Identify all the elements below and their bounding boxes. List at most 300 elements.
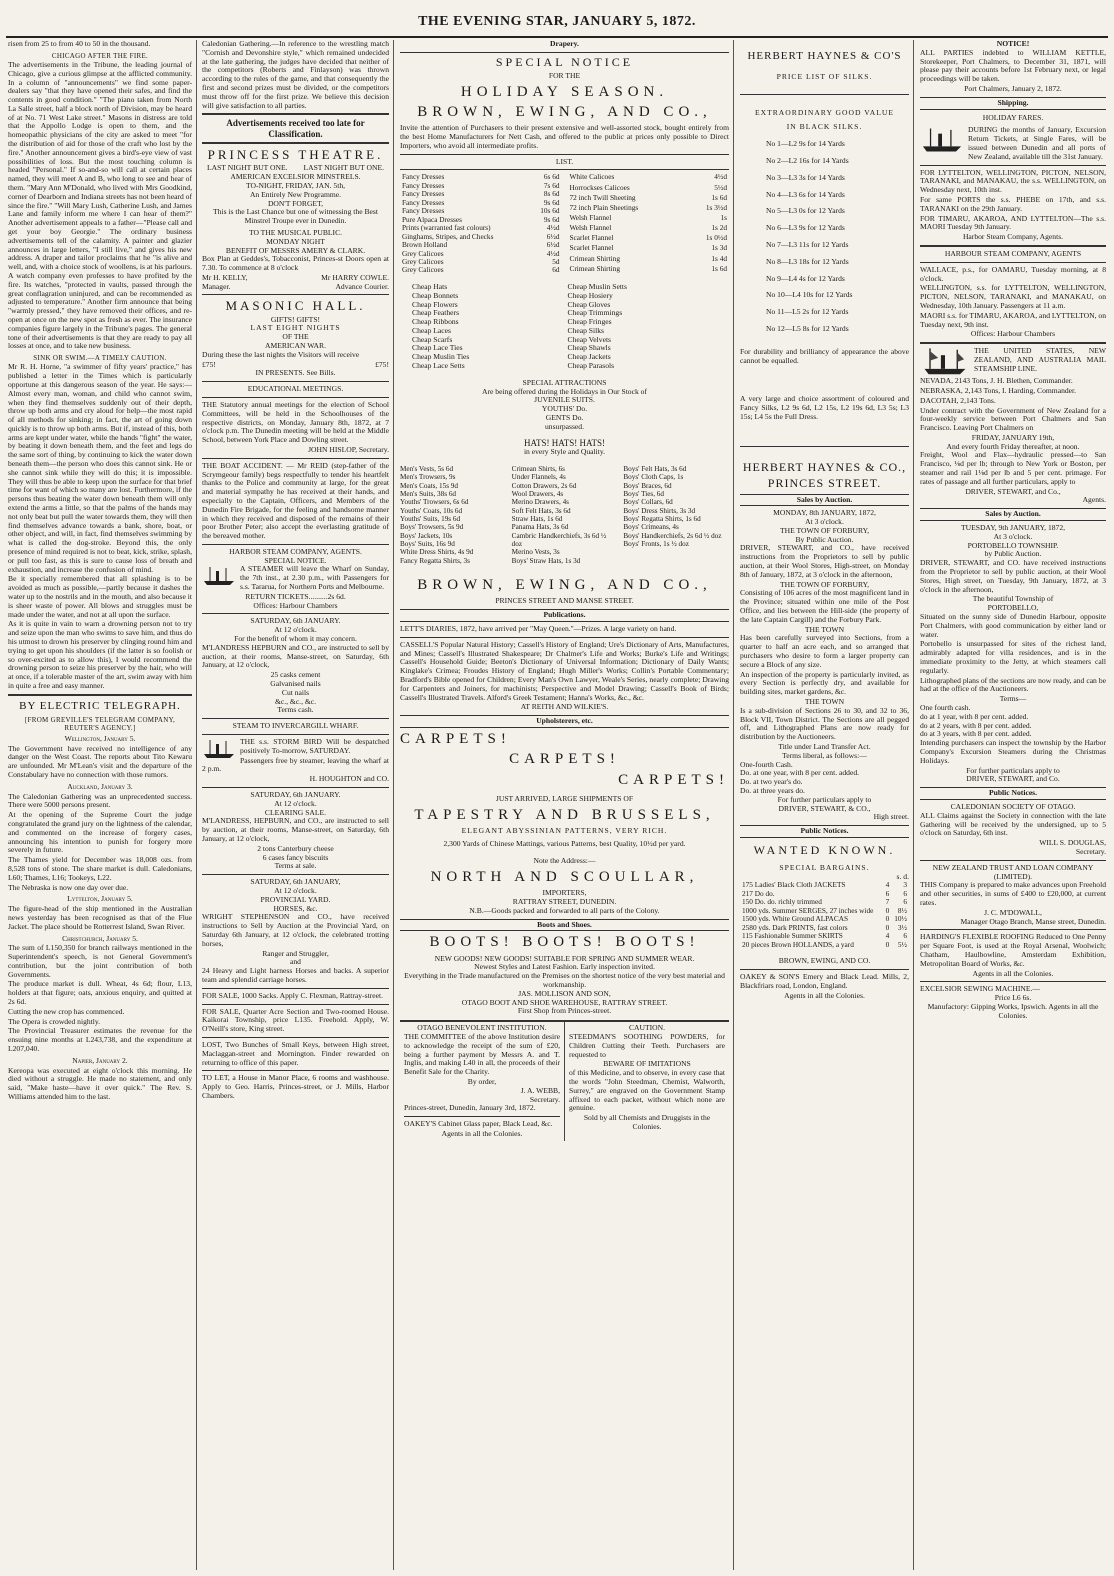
ad-text: SATURDAY, 6th JANUARY, <box>250 877 341 887</box>
dateline: Auckland, January 3. <box>67 781 133 791</box>
price-row: Crimean Shirting 1s 6d <box>569 263 727 273</box>
ad-text: At 12 o'clock. <box>274 798 317 808</box>
divider <box>202 381 389 382</box>
auction-text: High street. <box>873 812 909 822</box>
auction-paragraph: DRIVER, STEWART, and CO. have received instructions from the Proprietor to sell by public auction, at their Wool Stores, High street, on Tuesday, 9th January, 1872, at 3 o'clock in the afternoon, <box>920 558 1106 594</box>
cheap-item: Cheap Jackets <box>567 352 611 362</box>
ad-paragraph: OAKEY'S Cabinet Glass paper, Black Lead, &c. <box>404 1119 553 1129</box>
clothing-item: Boys' Collars, 6d <box>623 498 673 507</box>
auction-text: do at 2 years, with 8 per cent. added. <box>920 720 1032 730</box>
ad-text: and <box>290 957 301 967</box>
masonic-text: OF THE <box>282 332 309 342</box>
section-heading: Drapery. <box>550 40 579 48</box>
ad-heading: NEW ZEALAND TRUST AND LOAN COMPANY (LIMITED). <box>932 862 1094 881</box>
ad-text: DACOTAH, 2,143 Tons. <box>920 395 996 405</box>
clothing-item: Cotton Drawers, 2s 6d <box>511 481 577 490</box>
bargain-row: 217 Do do. 6 6 <box>742 888 907 898</box>
clothing-item: Soft Felt Hats, 3s 6d <box>511 506 571 515</box>
ad-paragraph: WALLACE, p.s., for OAMARU, Tuesday morning, at 8 o'clock. <box>920 264 1106 283</box>
cheap-item: Cheap Trimmings <box>567 308 623 318</box>
ad-paragraph: THE COMMITTEE of the above Institution desire to acknowledge the receipt of the sum of £20, being a further payment by Messrs A. and T. Inglis, and making L40 in all, the proceeds of their Benefit Sale for the Charity. <box>404 1032 560 1077</box>
divider <box>920 245 1106 247</box>
price-row: Fancy Dresses 8s 6d <box>402 189 560 199</box>
divider <box>202 294 389 295</box>
silk-price-list <box>740 140 909 334</box>
divider <box>920 165 1106 166</box>
clothing-item: Boys' Suits, 16s 9d <box>400 539 455 548</box>
attractions-text: GENTS Do. <box>545 413 584 423</box>
cheap-item: Cheap Scarfs <box>412 334 453 344</box>
price-row: Fancy Dresses 9s 6d <box>402 197 560 207</box>
dateline: Napier, January 2. <box>72 1055 128 1065</box>
carpets-text: Note the Address:— <box>533 855 596 865</box>
price-table <box>568 173 730 274</box>
bargain-row: 2580 yds. Dark PRINTS, fast colors 0 3½ <box>742 922 907 932</box>
attractions-text: unsurpassed. <box>544 421 585 431</box>
ad-text: By order, <box>467 1077 497 1087</box>
telegram-paragraph: The Provincial Treasurer estimates the revenue for the ensuing nine months at L243,738, and the expenditure at L207,040. <box>8 1026 192 1054</box>
steamer-icon <box>202 565 236 587</box>
clothing-list <box>400 465 729 565</box>
ad-paragraph: WRIGHT STEPHENSON and CO., have received instructions to Sell by Auction at the Provincial Yard, on Saturday 6th January, at 12 o'clock, the celebrated trotting horses, <box>202 912 389 948</box>
divider <box>202 544 389 545</box>
clothing-item: Crimean Shirts, 6s <box>511 464 565 473</box>
divider <box>202 988 389 989</box>
auction-paragraph: Lithographed plans of the sections are now ready, and can be had at the office of the Auctioneers. <box>920 675 1106 694</box>
educational-heading: EDUCATIONAL MEETINGS. <box>247 384 344 394</box>
carpets-text: 2,300 Yards of Chinese Mattings, various Patterns, best Quality, 10½d per yard. <box>443 839 686 849</box>
auction-paragraph: Has been carefully surveyed into Sections, from a quarter to half an acre each, and so arranged that purchasers who desire to form a larger property can secure a Block of any size. <box>740 633 909 669</box>
price-row: Fancy Dresses 10s 6d <box>402 206 560 216</box>
bargains-table <box>740 881 909 949</box>
auction-text: For further particulars apply to <box>966 765 1060 775</box>
section-heading: Upholsterers, etc. <box>400 715 729 728</box>
ad-paragraph: FOR SALE, Quarter Acre Section and Two-roomed House. Kaikorai Township, price L135. Freehold. Apply, W. O'Neill's store, King street. <box>202 1006 389 1034</box>
ad-paragraph: M'LANDRESS HEPBURN and CO., are instructed to sell by auction, at their rooms, Manse-street, on Saturday, 6th January, at 12 o'clock, <box>202 642 389 670</box>
auction-text: Do. at two year's do. <box>740 777 803 787</box>
firm-text: N.B.—Goods packed and forwarded to all parts of the Colony. <box>469 905 660 915</box>
firm-name: BROWN, EWING, AND CO., <box>417 103 712 120</box>
bargains-units: s. d. <box>896 871 909 881</box>
theatre-text: Advance Courier. <box>335 281 389 291</box>
telegram-paragraph: The Nebraska is now one day over due. <box>8 882 129 892</box>
ad-text: &c., &c., &c. <box>274 696 317 706</box>
divider <box>740 94 909 95</box>
price-row: Fancy Dresses 7s 6d <box>402 180 560 190</box>
masonic-title: MASONIC HALL. <box>225 298 366 314</box>
hats-text: in every Style and Quality. <box>523 447 606 457</box>
cheap-item: Cheap Silks <box>567 325 604 335</box>
section-heading: Publications. <box>400 609 729 622</box>
ad-text: Agents in all the Colonies. <box>972 968 1054 978</box>
ad-signature: WILL S. DOUGLAS, <box>1039 838 1106 848</box>
ad-heading: HARBOUR STEAM COMPANY, AGENTS <box>944 248 1082 258</box>
auction-paragraph: An inspection of the property is particularly invited, as every Section is perfectly dry, and available for building sites, market gardens, &c. <box>740 669 909 697</box>
price-row: Ginghams, Stripes, and Checks 6½d <box>402 231 560 241</box>
auction-signature: DRIVER, STEWART, and Co. <box>966 774 1060 784</box>
divider <box>202 142 389 144</box>
ad-heading: HARBOR STEAM COMPANY, AGENTS. <box>229 546 362 556</box>
carpets-text: ELEGANT ABYSSINIAN PATTERNS, VERY RICH. <box>461 826 668 836</box>
telegram-paragraph: The Government have received no intelligence of any danger on the West Coast. The reports about Tito Kewaru are unfounded. Mr M'Lean's visit and the departure of the Constabulary have no connection with those rumors. <box>8 743 192 779</box>
late-ads-heading: Advertisements received too late for Classification. <box>226 118 365 139</box>
bargain-row: 115 Fashionable Summer SKIRTS 4 6 <box>742 931 907 941</box>
firm-name: HERBERT HAYNES & CO'S <box>747 50 902 62</box>
divider <box>404 1116 560 1117</box>
clothing-item: Merino Vests, 3s <box>511 548 560 557</box>
wanted-title: WANTED KNOWN. <box>753 842 896 857</box>
article-paragraph: Be it specially remembered that all splashing is to be avoided as much as possible,—partly because it dashes the water up to the nostrils and in the mouth, and also because it is sheer waste of power. All blows and struggles must be made under the water, and not at all upon the surface. <box>8 574 192 619</box>
ad-paragraph: HARDING'S FLEXIBLE ROOFING Reduced to One Penny per Square Foot, is used at the Royal Arsenal, Woolwich; Chatham, Haulbowline, Amsterdam Exhibition, Metropolitan Board of Works, &c. <box>920 932 1106 968</box>
auction-heading: PORTOBELLO, <box>987 603 1039 613</box>
section-heading: Public Notices. <box>740 825 909 838</box>
cheap-item: Cheap Hats <box>412 281 448 291</box>
ad-paragraph: 24 Heavy and Light harness Horses and backs. A superior team and splendid carriage horses. <box>202 966 389 984</box>
ad-paragraph: TO LET, a House in Manor Place, 6 rooms and washhouse. Apply to Geo. Harris, Princes-street, or J. Mills, Harbor Chambers. <box>202 1073 389 1100</box>
divider <box>202 613 389 614</box>
auction-paragraph: Intending purchasers can inspect the township by the Harbor Company's Excursion Steamers during the Christmas Holidays. <box>920 738 1106 765</box>
ad-text: Ranger and Struggler, <box>262 948 329 958</box>
auction-paragraph: Consisting of 106 acres of the most magnificent land in the Province; situated within one mile of the Post Office, and lies between the Hill-side (the property of the late Captain Cargill) and the Forbury Park. <box>740 588 909 624</box>
telegram-paragraph: At the opening of the Supreme Court the judge congratulated the grand jury on the lightness of the calendar, and commented on the increase of forgery cases, announcing his intention to punish for forgery more severely in future. <box>8 810 192 855</box>
price-row: 72 inch Twill Sheeting 1s 6d <box>569 192 727 202</box>
masonic-text: LAST EIGHT NIGHTS <box>250 323 341 333</box>
ad-text: Terms at sale. <box>274 861 317 871</box>
clothing-item: Boys' Fronts, 1s ½ doz <box>623 539 689 548</box>
auction-text: Do. at three years do. <box>740 786 805 795</box>
column-divider <box>733 40 734 1570</box>
divider <box>202 1004 389 1005</box>
ad-text: Harbor Steam Company, Agents. <box>962 232 1064 242</box>
cheap-list <box>412 283 717 371</box>
auction-paragraph: Situated on the sunny side of Dunedin Harbour, opposite Port Chalmers, with good communication by either land or water. <box>920 612 1106 639</box>
ad-paragraph: THE BOAT ACCIDENT. — Mr REID (step-father of the Scrymgeour family) begs respectfully to tender his heartfelt thanks to the Police and community at large, for the great and material sympathy he has received at their hands, and especially to the Captain, Officers, and Members of the Dunedin Fire Brigade, for the feeling and handsome manner in which they received and disposed of the remains of their poor Brother Peter; also accept the everlasting gratitude of the bereaved mother. <box>202 460 389 541</box>
clothing-item: Boys' Jackets, 10s <box>400 531 453 540</box>
silk-price-item: No 9—L4 4s for 12 Yards <box>766 273 845 283</box>
auction-text: Terms— <box>999 694 1027 704</box>
ad-text: Agents. <box>1082 495 1106 505</box>
ad-text: AT REITH AND WILKIE'S. <box>520 702 609 712</box>
ad-text: 2 tons Canterbury cheese <box>257 843 334 853</box>
theatre-title: PRINCESS THEATRE. <box>207 147 384 163</box>
column-drapery <box>396 40 733 1570</box>
ad-text: For the benefit of whom it may concern. <box>234 634 357 644</box>
auction-heading: THE TOWN OF FORBURY, <box>779 525 870 535</box>
clothing-item: Men's Suits, 38s 6d <box>400 489 457 498</box>
ad-text: Offices: Harbour Chambers <box>253 600 338 610</box>
cheap-item: Cheap Shawls <box>567 343 611 353</box>
ad-text: NEVADA, 2143 Tons, J. H. Blethen, Commander. <box>920 376 1073 386</box>
divider <box>400 169 729 170</box>
price-row: Crimean Shirting 1s 4d <box>569 253 727 263</box>
column-divider <box>196 40 197 1570</box>
theatre-text: DON'T FORGET, <box>267 198 324 208</box>
price-row: 72 inch Plain Sheetings 1s 3½d <box>569 202 727 212</box>
bargain-row: 1500 yds. White Ground ALPACAS 0 10½ <box>742 914 907 924</box>
column-shipping <box>916 40 1110 1570</box>
auction-paragraph: Is a sub-division of Sections 26 to 30, and 32 to 36, Block VII, Town District. The Sections are all pegged off, and Lithographed Plans are now ready for distribution by the Auctioneers. <box>740 705 909 742</box>
boots-text: NEW GOODS! NEW GOODS! SUITABLE FOR SPRING AND SUMMER WEAR. <box>434 953 695 963</box>
ad-paragraph: LETT'S DIARIES, 1872, have arrived per "May Queen."—Prizes. A large variety on hand. <box>400 624 677 633</box>
clothing-item: Men's Vests, 5s 6d <box>400 464 454 473</box>
ad-text: FRIDAY, JANUARY 19th, <box>971 432 1055 442</box>
silk-price-item: No 12—L5 8s for 12 Yards <box>766 323 849 333</box>
auction-text: By Public Auction. <box>795 534 854 544</box>
theatre-text: Mr H. KELLY, <box>202 272 248 282</box>
divider <box>202 734 389 735</box>
auction-text: Terms liberal, as follows:— <box>782 750 867 760</box>
auction-heading: THE TOWN <box>804 624 845 634</box>
column-news <box>4 40 196 1570</box>
telegram-paragraph: The sum of L150,350 for branch railways mentioned in the Superintendent's speech, is not General Government's contribution, but the joint contribution of both Governments. <box>8 943 192 979</box>
cheap-item: Cheap Laces <box>412 325 452 335</box>
notice-paragraph: Invite the attention of Purchasers to their present extensive and well-assorted stock, bought entirely from the best Home Manufacturers for Nett Cash, and offered to the public at prices only possible to Direct Importers, who avoid all intermediate profits. <box>400 123 729 150</box>
divider <box>400 637 729 638</box>
ad-text: Terms cash. <box>277 705 314 715</box>
telegram-paragraph: Kereopa was executed at eight o'clock this morning. He died without a struggle. He made no statement, and only said, "Make haste—have it over quick." The Rev. S. Williams attended him to the last. <box>8 1065 192 1102</box>
auction-text: The beautiful Township of <box>972 594 1054 604</box>
divider <box>202 874 389 875</box>
auction-text: by Public Auction. <box>984 549 1042 559</box>
column-silks <box>736 40 913 1570</box>
divider <box>202 397 389 398</box>
ad-paragraph: ALL PARTIES indebted to WILLIAM KETTLE, Storekeeper, Port Chalmers, to December 31, 1871, will please pay their accounts before 1st February next, or legal proceedings will be taken. <box>920 47 1106 84</box>
clothing-item: Boys' Dress Shirts, 3s 3d <box>623 506 696 515</box>
firm-name: HERBERT HAYNES & CO., <box>742 459 907 474</box>
clothing-item: Youths' Suits, 19s 6d <box>400 514 461 523</box>
telegram-paragraph: The Opera is crowded nightly. <box>8 1016 101 1026</box>
divider <box>202 458 389 459</box>
ad-paragraph: MAORI s.s. for TIMARU, AKAROA, and LYTTELTON, on Tuesday next, 9th inst. <box>920 310 1106 329</box>
ad-paragraph: THE s.s. STORM BIRD Will be despatched positively To-morrow, SATURDAY. <box>240 737 389 755</box>
clothing-item: Boys' Straw Hats, 1s 3d <box>511 556 581 565</box>
theatre-text: This is the Last Chance but one of witnessing the Best Minstrel Troupe ever in Dunedin. <box>213 207 378 226</box>
price-row: Welsh Flannel 1s <box>569 213 727 223</box>
clothing-item: White Dress Shirts, 4s 9d <box>400 548 474 557</box>
auction-text: One-fourth Cash. <box>740 759 793 769</box>
auction-paragraph: Portobello is unsurpassed for sites of the richest land, admirably adapted for villa residences, and is in the immediate proximity to the Jetty, at which steamers call regularly. <box>920 639 1106 675</box>
firm-name: BROWN, EWING, AND CO., <box>417 577 712 594</box>
clothing-item: Boys' Cloth Caps, 1s <box>623 473 684 482</box>
masonic-text: £75! <box>202 359 216 369</box>
ad-heading: EXCELSIOR SEWING MACHINE.— <box>920 984 1041 994</box>
ad-text: And every fourth Friday thereafter, at noon. <box>946 441 1080 451</box>
clothing-item: Boys' Crimeans, 4s <box>623 523 679 532</box>
telegraph-heading: BY ELECTRIC TELEGRAPH. <box>19 699 181 712</box>
cheap-item: Cheap Hosiery <box>567 290 613 300</box>
bargain-row: 20 pieces Brown HOLLANDS, a yard 0 5½ <box>742 939 907 949</box>
bargain-row: 175 Ladies' Black Cloth JACKETS 4 3 <box>742 880 907 890</box>
ad-text: Sold by all Chemists and Druggists in the Colonies. <box>583 1113 711 1132</box>
auction-heading: THE TOWN <box>804 697 845 707</box>
silk-price-item: No 8—L3 18s for 12 Yards <box>766 256 849 266</box>
divider <box>400 154 729 155</box>
ad-signature: J. A. WEBB, <box>520 1085 560 1095</box>
theatre-text: BENEFIT OF MESSRS AMERY & CLARK. <box>225 245 366 255</box>
attractions-heading: SPECIAL ATTRACTIONS <box>522 377 607 387</box>
masthead-rule <box>6 36 1108 38</box>
ad-paragraph: LOST, Two Bunches of Small Keys, between High street, Maclaggan-street and Mornington. Finder rewarded on returning to office of this paper. <box>202 1039 389 1067</box>
telegram-paragraph: Cutting the new crop has commenced. <box>8 1006 125 1016</box>
telegram-paragraph: The Thames yield for December was 18,008 ozs. from 8,528 tons of stone. The share market is dull. Caledonians, L60; Thames, L16; Tookeys, L22. <box>8 855 192 882</box>
ad-text: Agents in all the Colonies. <box>441 1129 523 1139</box>
telegraph-source: [FROM GREVILLE'S TELEGRAM COMPANY, REUTER'S AGENCY.] <box>24 715 176 732</box>
price-row: Grey Calicoes 5d <box>402 257 560 266</box>
ad-paragraph: WELLINGTON, s.s. for LYTTELTON, WELLINGTON, PICTON, NELSON, TARANAKI, and MANAKAU, on Wednesday, 10th January. Passengers at 11 a.m. <box>920 283 1106 310</box>
clothing-item: Boys' Regatta Shirts, 1s 6d <box>623 514 701 523</box>
ad-heading: OTAGO BENEVOLENT INSTITUTION. <box>417 1023 547 1033</box>
silk-price-item: No 3—L3 3s for 14 Yards <box>766 172 845 182</box>
cheap-item: Cheap Feathers <box>412 308 460 318</box>
article-heading: SINK OR SWIM.—A TIMELY CAUTION. <box>33 354 167 363</box>
divider <box>202 113 389 115</box>
price-row: Brown Holland 6½d <box>402 240 560 250</box>
firm-name: BROWN, EWING, AND CO. <box>778 956 871 966</box>
section-heading: Public Notices. <box>920 787 1106 800</box>
section-heading: Boots and Shoes. <box>400 919 729 932</box>
carpets-title: CARPETS! <box>509 751 620 768</box>
price-table <box>400 173 562 274</box>
article-paragraph: Mr R. H. Horne, "a swimmer of fifty years' practice," has published a letter in the Times which is particularly opportune at this dangerous season of the year. He says:—Almost every man, woman, and child who cannot swim, when they find themselves suddenly out of their depth, throw up both arms and cry aloud for help—the most rapid of all methods for sinking; in fact, the art of going down quickly is to throw up both arms. But if, instead of this, both arms are kept under water, while the hands "fight" the water, by beating it down beneath them, and the feet and legs do the same sort of thing, by continuing to kick the water down beneath them—the person who does this cannot sink. He or she cannot sink while they will do this; it is impossible. They will thus be able to keep upon the surface for that brief time for want of which so many are lost. Furthermore, if the persons thus beating the water down beneath them will only extend the arms a little, so that the palms of the hands may not only beat but pull the water towards them, they will then find themselves advance towards a bank, shore, boat, or other object, and will, in fact, find themselves swimming by what is called the dog-stroke. Beyond this, the only presence of mind required is not to beat, kick, strike, splash, or pull too fast, as this is sure to cause loss of breath and exhaustion, and increase the confusion of mind. <box>8 362 192 574</box>
divider <box>8 694 192 696</box>
boots-text: First Shop from Princes-street. <box>517 1006 612 1016</box>
cheap-item: Cheap Bonnets <box>412 290 459 300</box>
telegram-paragraph: The produce market is dull. Wheat, 4s 6d; flour, L13, holders at that figure; oats, anxious enquiry, and quitted at 2s 6d. <box>8 979 192 1007</box>
ad-paragraph: Under contract with the Government of New Zealand for a four-weekly service between Port Chalmers and San Francisco. Leaving Port Chalmers on <box>920 405 1106 433</box>
boots-text: OTAGO BOOT AND SHOE WAREHOUSE, RATTRAY STREET. <box>461 997 668 1007</box>
auction-text: Title under Land Transfer Act. <box>778 742 871 752</box>
boots-text: JAS. MOLLISON AND SON, <box>518 988 611 998</box>
clothing-item: Panama Hats, 3s 6d <box>511 523 569 532</box>
bargain-row: 1000 yds. Summer SERGES, 27 inches wide 0 8½ <box>742 905 907 915</box>
divider <box>740 446 909 447</box>
ad-paragraph: STEEDMAN'S SOOTHING POWDERS, for Children Cutting their Teeth. Purchasers are requested to <box>569 1032 725 1059</box>
ad-heading: CALEDONIAN SOCIETY OF OTAGO. <box>950 801 1076 811</box>
silk-price-item: No 10—L4 10s for 12 Yards <box>766 290 853 300</box>
auction-signature: DRIVER, STEWART, & CO., <box>778 803 871 813</box>
carpets-title: CARPETS! <box>618 771 729 788</box>
boots-text: Everything in the Trade manufactured on the Premises on the shortest notice of the very best material and workmanship. <box>404 971 725 990</box>
ad-paragraph: For same PORTS the s.s. PHEBE on 17th, and s.s. TARANAKI on the 29th January. <box>920 194 1106 213</box>
price-row: Scarlet Flannel 1s 3d <box>569 243 727 253</box>
auction-paragraph: DRIVER, STEWART, and CO., have received instructions from the Proprietors to sell by public auction, at their Wool Stores, High-street, on Monday 8th of January, 1872, at 3 o'clock in the afternoon, <box>740 543 909 579</box>
ad-text: Galvanised nails <box>270 679 321 689</box>
cheap-item: Cheap Ribbons <box>412 317 459 327</box>
ad-heading: THE UNITED STATES, NEW ZEALAND, AND AUSTRALIA MAIL STEAMSHIP LINE. <box>974 346 1106 373</box>
auction-text: At 3 o'clock. <box>805 517 844 527</box>
ad-signature: DRIVER, STEWART, and Co., <box>965 486 1061 496</box>
price-row: Scarlet Flannel 1s 0½d <box>569 233 727 243</box>
ad-paragraph: FOR LYTTELTON, WELLINGTON, PICTON, NELSON, TARANAKI, and MANAKAU, the s.s. WELLINGTON, on Wednesday next, 10th inst. <box>920 167 1106 195</box>
masonic-text: £75! <box>375 359 389 369</box>
ad-paragraph: ALL Claims against the Society in connection with the late Gathering will be received by the undersigned, up to 5 o'clock on Saturday, 6th inst. <box>920 810 1106 838</box>
attractions-text: YOUTHS' Do. <box>541 404 588 414</box>
ad-text: Secretary. <box>1075 846 1106 856</box>
cheap-item: Cheap Muslin Setts <box>567 281 627 291</box>
ad-paragraph: A very large and choice assortment of coloured and Fancy Silks, L2 9s 6d, L2 15s, L2 19s 6d, L3 5s; L3 15s; L4 5s the Full Dress. <box>740 394 909 421</box>
firm-text: IMPORTERS, <box>542 888 587 898</box>
silk-price-item: No 2—L2 16s for 14 Yards <box>766 155 849 165</box>
divider <box>920 981 1106 982</box>
auction-text: do at 3 years, with 8 per cent. added. <box>920 729 1032 739</box>
column-advertisements <box>198 40 393 1570</box>
ad-paragraph: THE Statutory annual meetings for the election of School Committees, will be held in the Schoolhouses of the respective districts, on Monday, January 8th, 1872, at 7 o'clock p.m. The Dunedin meeting will be held at the Middle School, between York Place and Dowling street. <box>202 399 389 445</box>
price-row: Fancy Dresses 6s 6d <box>402 172 560 182</box>
clothing-item: Straw Hats, 1s 6d <box>511 514 563 523</box>
ad-text: RETURN TICKETS..........2s 6d. <box>245 591 346 601</box>
ad-text: Cut nails <box>281 687 310 697</box>
dateline: Lyttelton, January 5. <box>67 894 133 904</box>
divider <box>740 969 909 970</box>
ad-text: BEWARE OF IMITATIONS <box>603 1059 691 1069</box>
ad-text: 6 cases fancy biscuits <box>262 852 329 862</box>
steamship-icon <box>920 347 970 377</box>
firm-text: RATTRAY STREET, DUNEDIN. <box>512 896 617 906</box>
divider <box>920 342 1106 344</box>
price-row: Prints (warranted fast colours) 4½d <box>402 223 560 233</box>
carpets-text: JUST ARRIVED, LARGE SHIPMENTS OF <box>495 794 634 804</box>
clothing-item: Fancy Regatta Shirts, 3s <box>400 556 470 565</box>
divider <box>202 1037 389 1038</box>
auction-text: do at 1 year, with 8 per cent. added. <box>920 711 1029 721</box>
auction-heading: PORTOBELLO TOWNSHIP. <box>967 540 1059 550</box>
ad-heading: CAUTION. <box>628 1023 666 1033</box>
price-row: Welsh Flannel 1s 2d <box>569 223 727 233</box>
news-text: risen from 25 to from 40 to 50 in the thousand. <box>8 40 151 48</box>
theatre-text: TO-NIGHT, FRIDAY, JAN. 5th, <box>245 180 346 190</box>
auction-text: MONDAY, 8th JANUARY, 1872, <box>773 508 876 518</box>
theatre-text: Box Plan at Geddes's, Tobacconist, Princes-st Doors open at 7.30. To commence at 8 o'clock <box>202 254 389 273</box>
auction-text: One fourth cash. <box>920 703 971 712</box>
ad-text: Port Chalmers, January 2, 1872. <box>964 83 1062 93</box>
ad-paragraph: DURING the months of January, Excursion Return Tickets, at Single Fares, will be issued between Dunedin and all ports of New Zealand, available till the 31st January. <box>968 125 1106 161</box>
carpets-title: TAPESTRY AND BRUSSELS, <box>414 806 715 823</box>
ad-paragraph: FOR TIMARU, AKAROA, AND LYTTELTON—The s.s. MAORI Tuesday 9th January. <box>920 213 1106 232</box>
clothing-item: Boys' Braces, 6d <box>623 481 672 490</box>
ad-text: Agents in all the Colonies. <box>784 990 865 1000</box>
clothing-item: Under Flannels, 4s <box>511 473 566 482</box>
steamer-icon <box>920 126 964 154</box>
silk-price-item: No 1—L2 9s for 14 Yards <box>766 139 845 149</box>
hats-heading: HATS! HATS! HATS! <box>523 437 605 448</box>
clothing-item: Youths' Trowsers, 6s 6d <box>400 498 469 507</box>
clothing-item: Men's Trowsers, 9s <box>400 473 456 482</box>
cheap-item: Cheap Muslin Ties <box>412 352 470 362</box>
notice-text: FOR THE <box>548 70 581 80</box>
auction-text: TUESDAY, 9th JANUARY, 1872, <box>960 523 1066 533</box>
boots-text: Newest Styles and Latest Fashion. Early inspection invited. <box>474 962 655 972</box>
section-heading: Sales by Auction. <box>740 494 909 507</box>
notice-heading: NOTICE! <box>996 40 1030 48</box>
ad-paragraph: CASSELL'S Popular Natural History; Cassell's History of England; Ure's Dictionary of Arts, Manufactures, and Mines; Cassell's Illustrated Shakespeare; Dr Chalmer's Life and Works; Burke's Life and Writings; Cassell's Household Guide; Beeton's Dictionary of Universal Information; Dictionary of Daily Wants; Kinglake's Crimea; Froudes History of England; Hugh Miller's Works; Collin's Portable Commentary; Bradford's Bible opened for Children; Every Man's Own Lawyer, Weale's Series, nearly complete; Drawing for Carpenters and Joiners, for machinists; Perspective and Model Drawing; Cassell's Book of Birds; Cassell's Illustrated Travels. Alford's Greek Testament; Hanna's Works, &c., &c. <box>400 639 729 702</box>
cheap-item: Cheap Lace Ties <box>412 343 463 353</box>
ad-paragraph: FOR SALE, 1000 Sacks. Apply C. Flexman, Rattray-street. <box>202 990 383 1000</box>
ad-text: SATURDAY, 6th JANUARY. <box>250 790 341 800</box>
silk-price-item: No 5—L3 0s for 12 Yards <box>766 206 845 216</box>
theatre-text: TO THE MUSICAL PUBLIC. <box>248 227 343 237</box>
cheap-item: Cheap Gloves <box>567 299 611 309</box>
article-heading: CHICAGO AFTER THE FIRE. <box>51 51 149 60</box>
silk-price-item: No 7—L3 11s for 12 Yards <box>766 239 849 249</box>
ad-heading: PROVINCIAL YARD. <box>260 894 331 904</box>
cheap-item: Cheap Lace Setts <box>412 361 465 371</box>
theatre-text: MONDAY NIGHT <box>266 236 325 246</box>
masonic-text: GIFTS! GIFTS! <box>270 314 321 324</box>
ad-paragraph: For durability and brilliancy of appearance the above cannot be equalled. <box>740 346 909 365</box>
notice-title: SPECIAL NOTICE <box>495 54 634 69</box>
firm-address: PRINCES STREET AND MANSE STREET. <box>495 596 634 606</box>
ad-heading: SPECIAL NOTICE. <box>264 555 327 565</box>
